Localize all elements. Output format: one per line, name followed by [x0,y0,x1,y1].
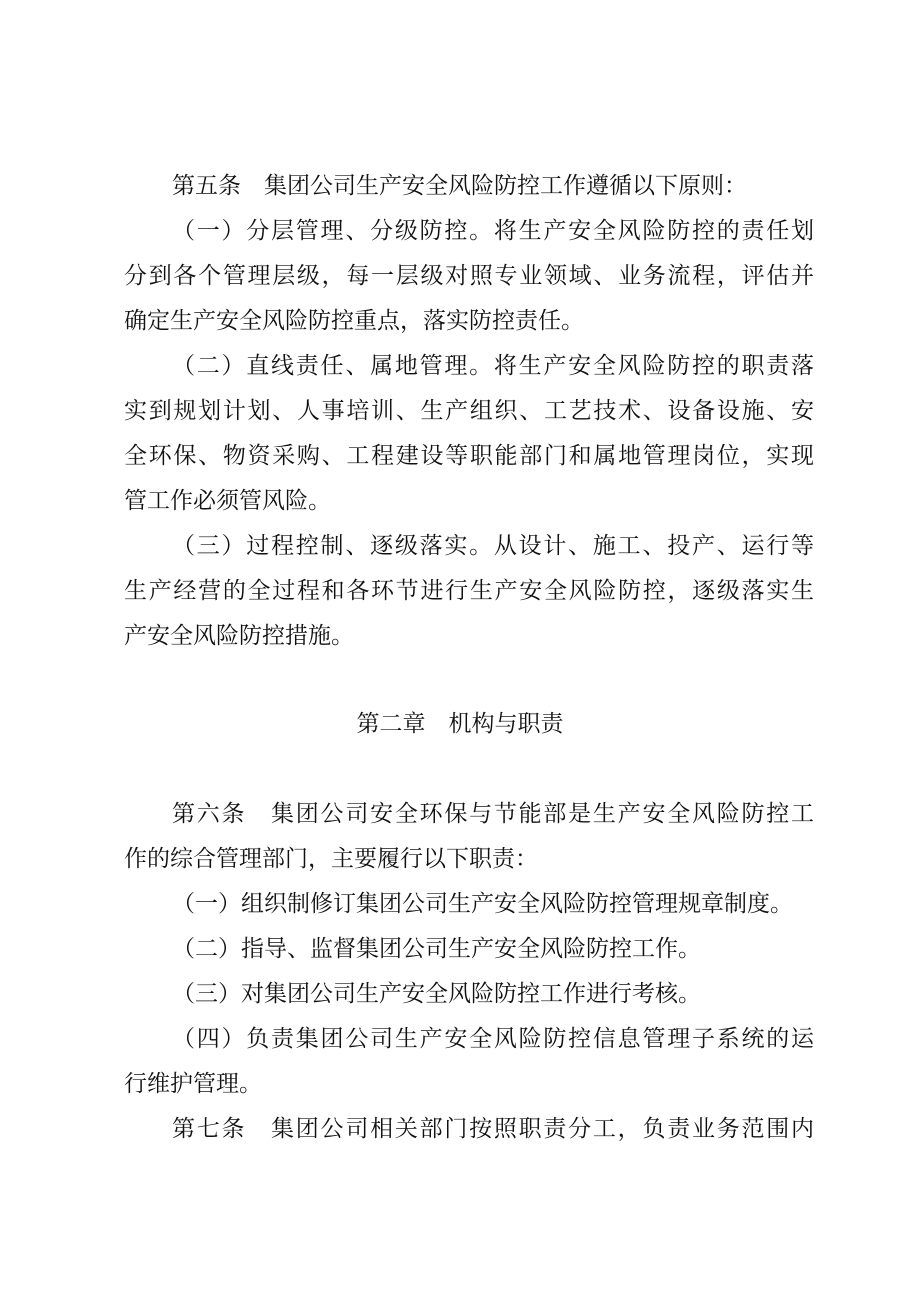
article6-item4-line2: 行维护管理。 [124,1071,262,1097]
article5-item3-line2: 生产经营的全过程和各环节进行生产安全风险防控，逐级落实生 [124,578,814,604]
article6-item2: （二）指导、监督集团公司生产安全风险防控工作。 [172,936,701,962]
article5-item1-line2: 分到各个管理层级，每一层级对照专业领域、业务流程，评估并 [124,263,814,289]
article5-item1-line3: 确定生产安全风险防控重点，落实防控责任。 [124,308,584,334]
article6-item3: （三）对集团公司生产安全风险防控工作进行考核。 [172,981,701,1007]
article6-item4-line1: （四）负责集团公司生产安全风险防控信息管理子系统的运 [172,1026,814,1052]
article5-title: 第五条 集团公司生产安全风险防控工作遵循以下原则： [172,173,747,199]
article5-item2-line2: 实到规划计划、人事培训、生产组织、工艺技术、设备设施、安 [124,398,814,424]
article7-line1: 第七条 集团公司相关部门按照职责分工，负责业务范围内 [172,1116,814,1142]
article6-line2: 作的综合管理部门，主要履行以下职责： [124,846,538,872]
article5-item2-line3: 全环保、物资采购、工程建设等职能部门和属地管理岗位，实现 [124,443,814,469]
article5-item2-line4: 管工作必须管风险。 [124,488,331,514]
article6-item1: （一）组织制修订集团公司生产安全风险防控管理规章制度。 [172,891,793,917]
chapter-heading: 第二章 机构与职责 [356,711,564,737]
article5-item2-line1: （二）直线责任、属地管理。将生产安全风险防控的职责落 [172,353,814,379]
article6-line1: 第六条 集团公司安全环保与节能部是生产安全风险防控工 [172,801,814,827]
article5-item3-line1: （三）过程控制、逐级落实。从设计、施工、投产、运行等 [172,533,814,559]
article5-item3-line3: 产安全风险防控措施。 [124,623,354,649]
article5-item1-line1: （一）分层管理、分级防控。将生产安全风险防控的责任划 [172,218,814,244]
